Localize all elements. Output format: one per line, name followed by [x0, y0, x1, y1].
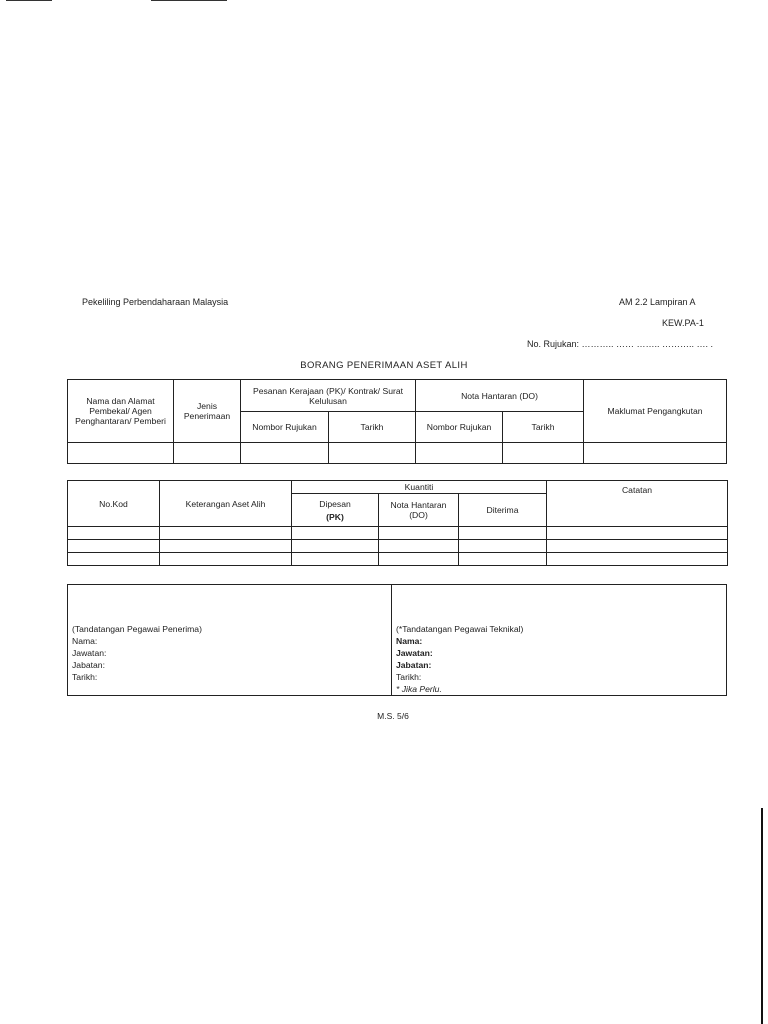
- received-cell[interactable]: [459, 527, 547, 540]
- reference-field: No. Rujukan: ……….. …… …….. ……….. …. .: [527, 339, 714, 349]
- notes-cell[interactable]: [547, 527, 728, 540]
- page-number: M.S. 5/6: [377, 711, 409, 721]
- signature-table: [67, 584, 727, 696]
- supplier-cell[interactable]: [68, 443, 174, 464]
- code-cell[interactable]: [68, 553, 160, 566]
- notes-cell[interactable]: [547, 553, 728, 566]
- order-ref-subheader: Nombor Rujukan: [241, 412, 329, 443]
- do-ref-cell[interactable]: [416, 443, 503, 464]
- receiver-name-field: Nama:: [72, 636, 98, 646]
- do-quantity-cell[interactable]: [379, 540, 459, 553]
- receipt-type-header: Jenis Penerimaan: [174, 380, 241, 443]
- do-quantity-subheader: Nota Hantaran (DO): [379, 494, 459, 527]
- do-quantity-cell[interactable]: [379, 527, 459, 540]
- ordered-label: Dipesan: [319, 498, 351, 509]
- notes-header: Catatan: [547, 481, 728, 527]
- technical-date-field: Tarikh:: [396, 672, 422, 682]
- asset-description-header: Keterangan Aset Alih: [160, 481, 292, 527]
- technical-name-field: Nama:: [396, 636, 423, 646]
- form-title: BORANG PENERIMAAN ASET ALIH: [300, 360, 468, 371]
- form-code: KEW.PA-1: [662, 318, 704, 328]
- description-cell[interactable]: [160, 553, 292, 566]
- ordered-cell[interactable]: [292, 540, 379, 553]
- code-cell[interactable]: [68, 540, 160, 553]
- top-rule-right: [151, 0, 227, 1]
- receiver-department-field: Jabatan:: [72, 660, 105, 670]
- do-ref-subheader: Nombor Rujukan: [416, 412, 503, 443]
- do-quantity-cell[interactable]: [379, 553, 459, 566]
- order-ref-cell[interactable]: [241, 443, 329, 464]
- ordered-subheader: [292, 494, 379, 527]
- table-row: [68, 527, 728, 540]
- technical-department-field: Jabatan:: [396, 660, 432, 670]
- received-subheader: Diterima: [459, 494, 547, 527]
- government-order-header: Pesanan Kerajaan (PK)/ Kontrak/ Surat Kelulusan: [241, 380, 416, 412]
- receiver-date-field: Tarikh:: [72, 672, 98, 682]
- ordered-cell[interactable]: [292, 527, 379, 540]
- receiver-signature-box[interactable]: [68, 585, 392, 696]
- notes-cell[interactable]: [547, 540, 728, 553]
- appendix-label: AM 2.2 Lampiran A: [619, 297, 696, 307]
- circular-label: Pekeliling Perbendaharaan Malaysia: [82, 297, 229, 307]
- technical-signature-label: (*Tandatangan Pegawai Teknikal): [396, 624, 524, 634]
- do-date-subheader: Tarikh: [503, 412, 584, 443]
- technical-position-field: Jawatan:: [396, 648, 433, 658]
- description-cell[interactable]: [160, 527, 292, 540]
- received-cell[interactable]: [459, 553, 547, 566]
- receiver-position-field: Jawatan:: [72, 648, 107, 658]
- table-row: [68, 553, 728, 566]
- description-cell[interactable]: [160, 540, 292, 553]
- received-cell[interactable]: [459, 540, 547, 553]
- receipt-details-table: [67, 379, 727, 464]
- order-date-cell[interactable]: [329, 443, 416, 464]
- page-edge-bar: [761, 808, 763, 1024]
- asset-items-table: [67, 480, 728, 566]
- table-row: [68, 443, 727, 464]
- order-date-subheader: Tarikh: [329, 412, 416, 443]
- quantity-header: Kuantiti: [292, 481, 547, 494]
- supplier-header: Nama dan Alamat Pembekal/ Agen Penghantaran/ Pemberi: [68, 380, 174, 443]
- optional-note: * Jika Perlu.: [396, 684, 442, 694]
- transport-cell[interactable]: [584, 443, 727, 464]
- receiver-signature-label: (Tandatangan Pegawai Penerima): [72, 624, 202, 634]
- table-row: [68, 540, 728, 553]
- technical-signature-box[interactable]: [392, 585, 727, 696]
- delivery-note-header: Nota Hantaran (DO): [416, 380, 584, 412]
- ordered-pk-label: (PK): [326, 511, 344, 522]
- top-rule-left: [6, 0, 52, 1]
- transport-info-header: Maklumat Pengangkutan: [584, 380, 727, 443]
- receipt-type-cell[interactable]: [174, 443, 241, 464]
- do-date-cell[interactable]: [503, 443, 584, 464]
- code-header: No.Kod: [68, 481, 160, 527]
- code-cell[interactable]: [68, 527, 160, 540]
- ordered-cell[interactable]: [292, 553, 379, 566]
